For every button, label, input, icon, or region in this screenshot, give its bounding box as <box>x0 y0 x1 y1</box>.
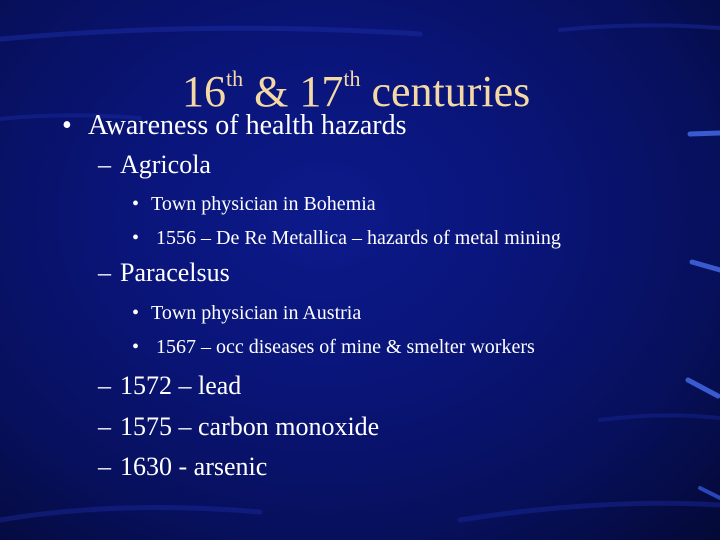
bullet-marker: • <box>62 110 72 141</box>
title-part-1: 16 <box>182 67 226 116</box>
subitem-text: 1572 – lead <box>120 371 242 400</box>
dash-marker: – <box>98 412 111 441</box>
bullet-text: Awareness of health hazards <box>88 110 407 141</box>
detail-text: 1567 – occ diseases of mine & smelter workers <box>151 336 535 358</box>
detail-paracelsus-physician <box>132 301 361 325</box>
subitem-carbon-monoxide <box>98 412 379 442</box>
bullet-marker: • <box>132 193 140 215</box>
detail-agricola-metallica <box>132 226 561 250</box>
bullet-marker: • <box>132 227 140 249</box>
subitem-paracelsus <box>98 258 230 288</box>
detail-text: Town physician in Bohemia <box>151 193 376 215</box>
subitem-text: 1630 - arsenic <box>120 452 268 481</box>
subitem-lead <box>98 371 241 401</box>
subitem-text: 1575 – carbon monoxide <box>120 412 380 441</box>
bullet-awareness <box>62 110 407 142</box>
bullet-marker: • <box>132 302 140 324</box>
detail-text: 1556 – De Re Metallica – hazards of metal mining <box>151 227 561 249</box>
dash-marker: – <box>98 452 111 481</box>
detail-agricola-physician <box>132 192 376 216</box>
subitem-arsenic <box>98 452 267 482</box>
subitem-text: Paracelsus <box>120 258 230 287</box>
dash-marker: – <box>98 371 111 400</box>
title-part-3: centuries <box>360 67 531 116</box>
subitem-text: Agricola <box>120 150 211 179</box>
detail-paracelsus-diseases <box>132 335 535 359</box>
title-sup-2: th <box>343 66 361 92</box>
title-part-2: & 17 <box>243 67 344 116</box>
bullet-marker: • <box>132 336 140 358</box>
dash-marker: – <box>98 258 111 287</box>
subitem-agricola <box>98 150 211 180</box>
title-sup-1: th <box>226 66 244 92</box>
detail-text: Town physician in Austria <box>151 302 362 324</box>
dash-marker: – <box>98 150 111 179</box>
